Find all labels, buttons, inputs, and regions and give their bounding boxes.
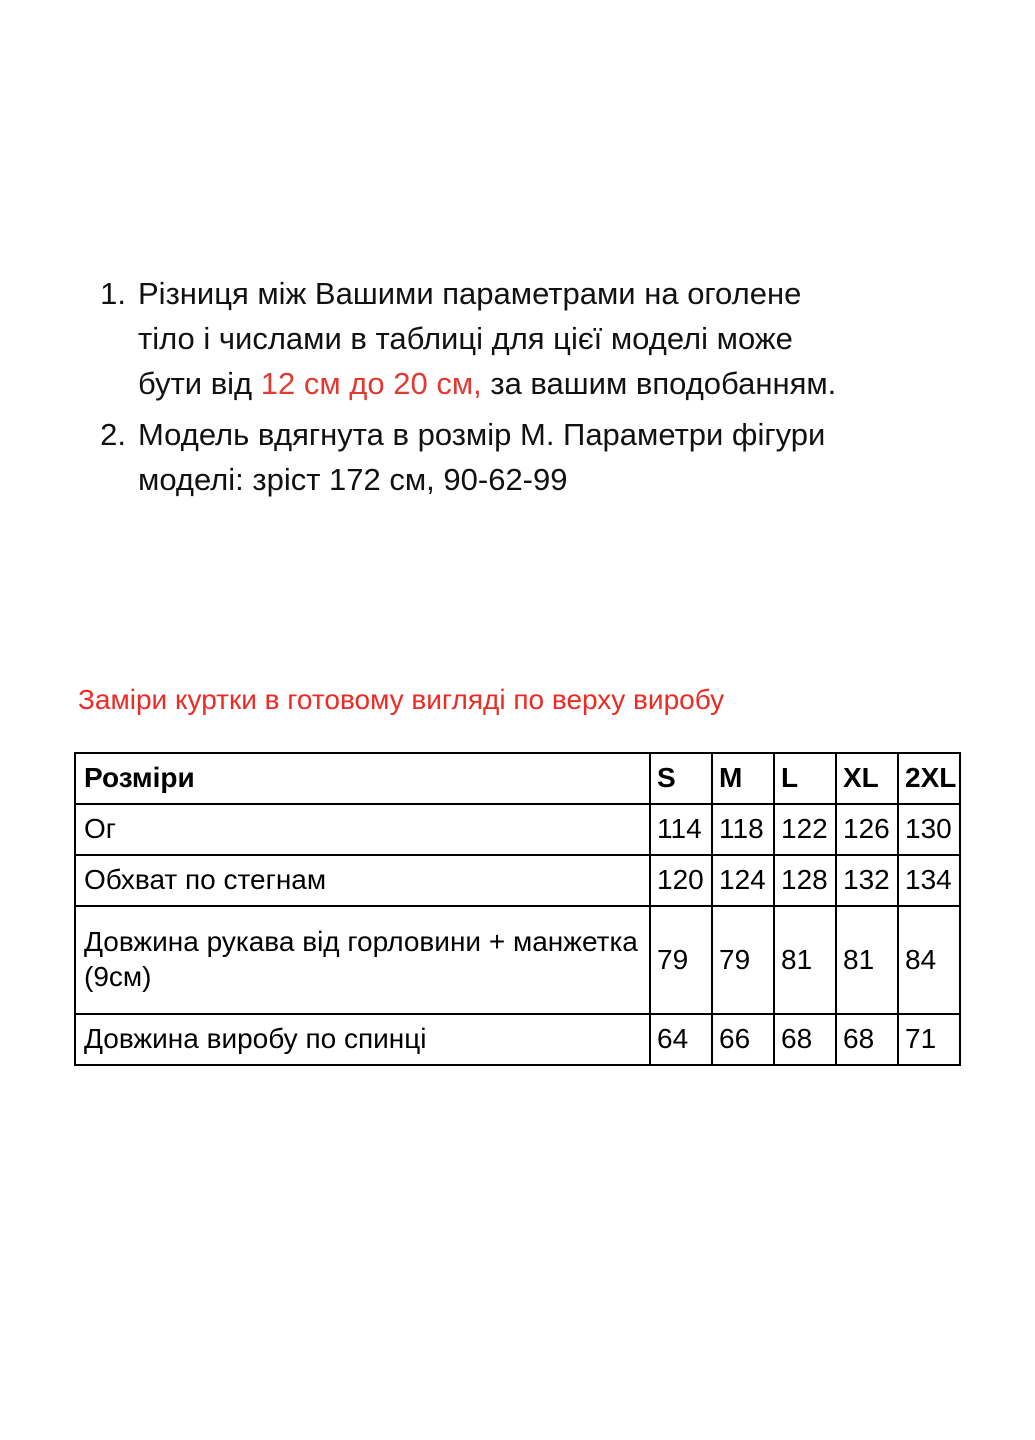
table-cell-l: 68 xyxy=(774,1014,836,1065)
table-row xyxy=(75,855,960,906)
note-segment-highlight: 12 см до 20 см, xyxy=(260,365,482,401)
table-cell-2xl: 130 xyxy=(898,804,960,855)
table-cell-2xl: 71 xyxy=(898,1014,960,1065)
table-header-s: S xyxy=(650,753,712,804)
note-text xyxy=(138,272,838,407)
table-header-row xyxy=(75,753,960,804)
table-cell-l: 122 xyxy=(774,804,836,855)
table-cell-xl: 68 xyxy=(836,1014,898,1065)
table-cell-l: 128 xyxy=(774,855,836,906)
table-cell-label: Обхват по стегнам xyxy=(75,855,650,906)
table-caption: Заміри куртки в готовому вигляді по верху виробу xyxy=(78,684,725,715)
list-item xyxy=(78,272,958,407)
table-cell-m: 118 xyxy=(712,804,774,855)
table-cell-s: 64 xyxy=(650,1014,712,1065)
note-segment-plain: Різниця між Вашими параметрами на оголене тіло і числами в таблиці для цієї моделі може бути від xyxy=(138,276,802,401)
notes-list xyxy=(78,272,958,503)
list-item xyxy=(78,413,958,503)
note-text: Модель вдягнута в розмір М. Параметри фігури моделі: зріст 172 см, 90-62-99 xyxy=(138,416,826,497)
table-header-m: M xyxy=(712,753,774,804)
table-cell-s: 114 xyxy=(650,804,712,855)
table-cell-xl: 81 xyxy=(836,906,898,1014)
table-header-xl: XL xyxy=(836,753,898,804)
note-marker: 1. xyxy=(100,276,126,311)
table-cell-xl: 126 xyxy=(836,804,898,855)
table-cell-xl: 132 xyxy=(836,855,898,906)
table-cell-label: Довжина виробу по спинці xyxy=(75,1014,650,1065)
table-cell-2xl: 84 xyxy=(898,906,960,1014)
table-cell-2xl: 134 xyxy=(898,855,960,906)
table-row xyxy=(75,804,960,855)
table-cell-label: Ог xyxy=(75,804,650,855)
size-table-head xyxy=(75,753,960,804)
table-header-2xl: 2XL xyxy=(898,753,960,804)
note-marker: 2. xyxy=(100,416,126,452)
table-header-label: Розміри xyxy=(75,753,650,804)
table-cell-s: 79 xyxy=(650,906,712,1014)
table-row xyxy=(75,1014,960,1065)
size-table-body xyxy=(75,804,960,1065)
table-row xyxy=(75,906,960,1014)
table-header-l: L xyxy=(774,753,836,804)
table-cell-label: Довжина рукава від горловини + манжетка (9см) xyxy=(75,906,650,1014)
table-cell-m: 124 xyxy=(712,855,774,906)
size-table-wrapper xyxy=(74,752,959,1066)
table-cell-m: 66 xyxy=(712,1014,774,1065)
note-segment-plain-tail: за вашим вподобанням. xyxy=(481,365,837,401)
table-cell-l: 81 xyxy=(774,906,836,1014)
size-table xyxy=(74,752,961,1066)
table-cell-m: 79 xyxy=(712,906,774,1014)
table-cell-s: 120 xyxy=(650,855,712,906)
